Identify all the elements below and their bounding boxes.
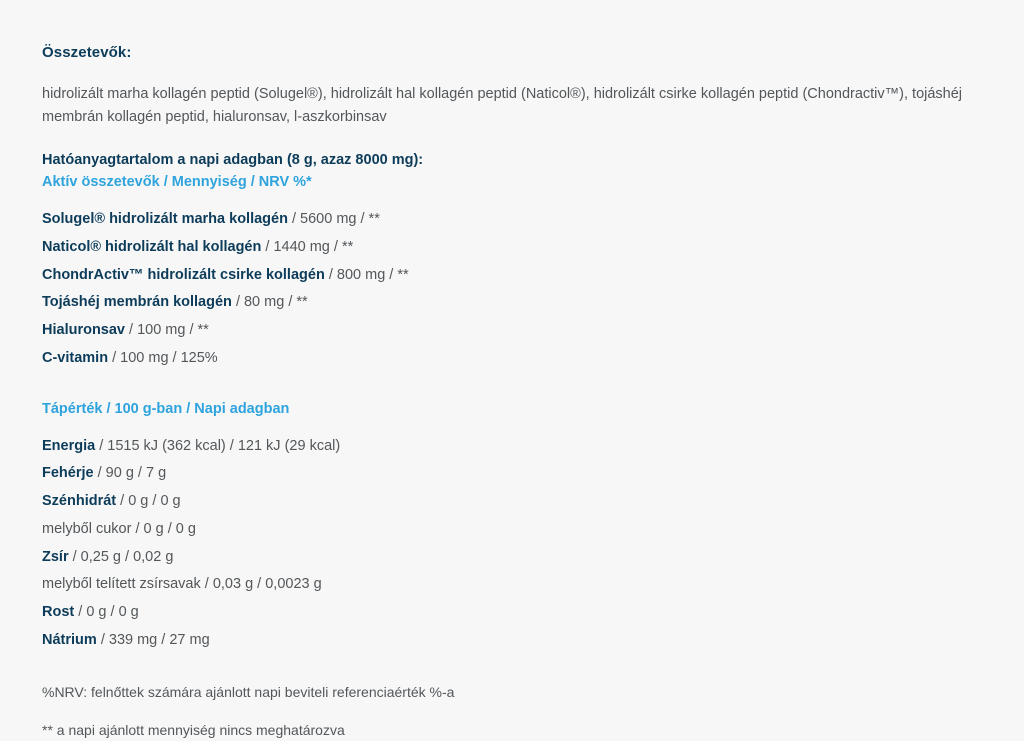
list-item (42, 435, 984, 459)
active-ingredient-value: / 800 mg / ** (328, 266, 409, 283)
list-item (42, 264, 984, 288)
active-ingredients-columns: Aktív összetevők / Mennyiség / NRV %* (42, 173, 312, 190)
list-item (42, 490, 984, 514)
nutrition-label: melyből cukor (42, 520, 132, 537)
nutrition-value: / 0,25 g / 0,02 g (72, 548, 174, 565)
nutrition-value: / 1515 kJ (362 kcal) / 121 kJ (29 kcal) (99, 437, 341, 454)
active-ingredient-label: Naticol® hidrolizált hal kollagén (42, 238, 262, 255)
active-ingredient-value: / 100 mg / ** (129, 322, 209, 339)
nutrition-value: / 0 g / 0 g (78, 604, 139, 621)
nutrition-label: Fehérje (42, 465, 94, 482)
active-ingredient-value: / 5600 mg / ** (291, 210, 380, 227)
ingredients-heading: Összetevők: (42, 44, 132, 61)
footnote-nrv: %NRV: felnőttek számára ajánlott napi beviteli referenciaérték %-a (42, 683, 455, 700)
list-item (42, 601, 984, 625)
ingredients-text: hidrolizált marha kollagén peptid (Solugel®), hidrolizált hal kollagén peptid (Naticol®), hidrolizált csirke kollagén peptid (Chondractiv™), tojáshéj membrán kollagén peptid, hialuronsav, l-aszkorbinsav (42, 86, 963, 126)
list-item (42, 208, 984, 232)
list-item (42, 462, 984, 486)
list-item (42, 546, 984, 570)
list-item (42, 518, 984, 542)
active-ingredient-label: C-vitamin (42, 349, 109, 366)
list-item (42, 236, 984, 260)
nutrition-label: Energia (42, 437, 96, 454)
active-ingredient-label: Hialuronsav (42, 322, 125, 339)
nutrition-label: Zsír (42, 548, 69, 565)
footnote-star: ** a napi ajánlott mennyiség nincs meghatározva (42, 722, 345, 739)
active-ingredient-value: / 1440 mg / ** (265, 238, 354, 255)
list-item (42, 629, 984, 653)
active-ingredient-label: ChondrActiv™ hidrolizált csirke kollagén (42, 266, 325, 283)
list-item (42, 319, 984, 343)
nutrition-columns: Tápérték / 100 g-ban / Napi adagban (42, 400, 290, 417)
active-ingredients-list (42, 208, 984, 371)
nutrition-label: melyből telített zsírsavak (42, 576, 201, 593)
active-ingredient-value: / 80 mg / ** (235, 294, 308, 311)
nutrition-label: Rost (42, 604, 75, 621)
active-ingredient-value: / 100 mg / 125% (112, 349, 218, 366)
nutrition-value: / 339 mg / 27 mg (100, 631, 210, 648)
nutrition-value: / 90 g / 7 g (97, 465, 167, 482)
active-ingredient-label: Tojáshéj membrán kollagén (42, 294, 232, 311)
nutrition-label: Nátrium (42, 631, 97, 648)
list-item (42, 291, 984, 315)
nutrition-label: Szénhidrát (42, 493, 117, 510)
active-ingredients-heading: Hatóanyagtartalom a napi adagban (8 g, azaz 8000 mg): (42, 151, 424, 168)
nutrition-value: / 0 g / 0 g (120, 493, 181, 510)
nutrition-value: / 0,03 g / 0,0023 g (204, 576, 322, 593)
list-item (42, 573, 984, 597)
nutrition-list (42, 435, 984, 653)
list-item (42, 347, 984, 371)
active-ingredient-label: Solugel® hidrolizált marha kollagén (42, 210, 288, 227)
nutrition-value: / 0 g / 0 g (135, 520, 196, 537)
